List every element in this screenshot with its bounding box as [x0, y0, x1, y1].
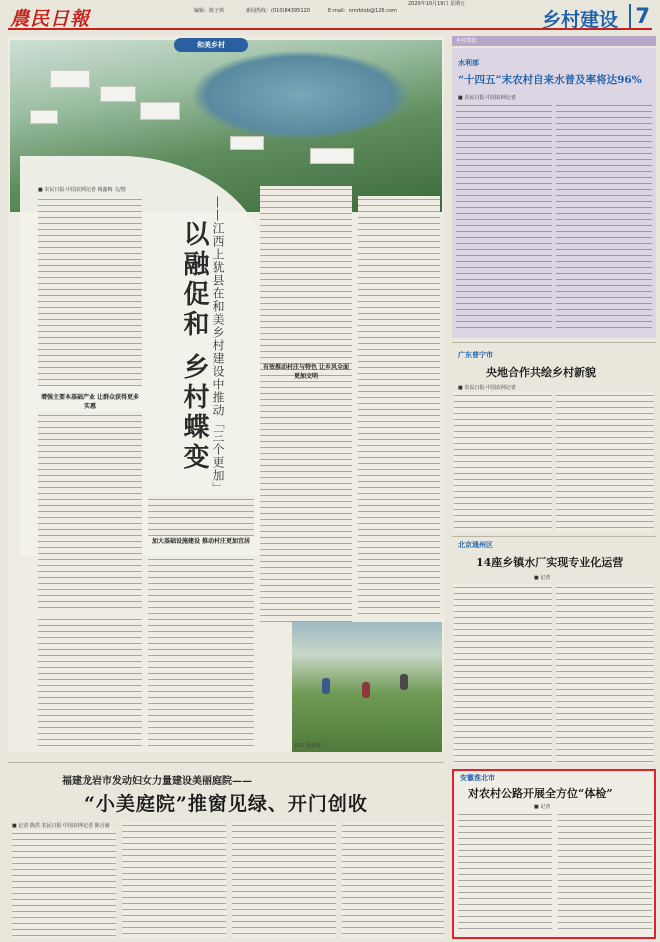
person-figure	[362, 682, 370, 698]
story4-kicker: 安徽淮北市	[460, 774, 495, 782]
person-figure	[322, 678, 330, 694]
story4-byline: ■ 记者	[534, 804, 551, 810]
newspaper-logo: 農民日報	[10, 8, 91, 30]
body-column	[458, 811, 552, 933]
right-section-bar	[452, 36, 656, 46]
body-column	[556, 102, 652, 332]
bottom-byline: ■ 记者 陈洪 农民日报·中国农网记者 陈月瑜	[12, 823, 110, 829]
story3-kicker: 北京通州区	[458, 541, 493, 549]
subhead-3: 有效推动村庄与特色 让乡风全面更加文明	[262, 364, 350, 380]
story2-title: 央地合作共绘乡村新貌	[486, 366, 596, 379]
bottom-kicker: 福建龙岩市发动妇女力量建设美丽庭院——	[62, 776, 252, 787]
body-column	[556, 392, 654, 532]
masthead	[8, 1, 652, 31]
divider	[452, 342, 656, 343]
person-figure	[400, 674, 408, 690]
body-column	[454, 584, 552, 764]
building	[140, 102, 180, 120]
story1-byline: ■ 农民日报·中国农网记者	[458, 95, 516, 101]
story2-kicker: 广东普宁市	[458, 351, 493, 359]
body-column	[38, 196, 142, 386]
body-column	[342, 822, 444, 938]
building	[100, 86, 136, 102]
building	[50, 70, 90, 88]
main-byline: ■ 农民日报·中国农网记者 杨鑫梅 文/图	[38, 187, 126, 193]
section-name: 乡村建设	[541, 9, 618, 31]
story3-title: 14座乡镇水厂实现专业化运营	[476, 556, 624, 569]
main-article	[8, 36, 444, 752]
highlighted-story[interactable]	[452, 769, 656, 939]
divider	[452, 536, 656, 537]
date-line: 2020年10月19日 星期五	[408, 1, 466, 7]
main-subtitle: ——江西上犹县在和美乡村建设中推动「三个更加」	[211, 196, 225, 495]
body-column	[232, 822, 336, 938]
subhead-1: 增强主要本基础产业 让群众获得更多实惠	[40, 394, 140, 410]
main-title: 以融促和 乡村蝶变	[179, 220, 209, 474]
story4-title: 对农村公路开展全方位“体检”	[468, 787, 613, 800]
story2-byline: ■ 农民日报·中国农网记者	[458, 385, 516, 391]
building	[230, 136, 264, 150]
lake-shape	[190, 50, 410, 140]
divider	[8, 762, 444, 763]
subhead-2: 加大基础设施建设 推动村庄更加宜居	[151, 538, 251, 545]
page-number: 7	[629, 4, 650, 28]
body-column	[148, 496, 254, 536]
building	[310, 148, 354, 164]
story1-title: “十四五”末农村自来水普及率将达96%	[458, 74, 642, 86]
body-column	[556, 584, 654, 764]
body-column	[358, 196, 440, 616]
body-column	[122, 822, 226, 938]
body-column	[148, 556, 254, 746]
story1-kicker: 水利部	[458, 59, 479, 67]
body-column	[38, 412, 142, 612]
body-column	[12, 830, 116, 938]
right-section-tag: 乡村建设	[456, 38, 477, 44]
story-panel-1	[452, 48, 656, 338]
editor-line: 编辑：陈子琪	[194, 8, 225, 14]
body-column	[558, 811, 652, 933]
building	[30, 110, 58, 124]
farmers-photo	[292, 622, 442, 752]
topic-tag: 和美乡村	[174, 38, 248, 52]
body-column	[38, 616, 142, 746]
body-column	[456, 102, 552, 332]
phone-line: 新闻热线：(010)84395120	[246, 8, 310, 14]
body-column	[260, 186, 352, 626]
body-column	[454, 392, 552, 532]
bottom-title: “小美庭院”推窗见绿、开门创收	[84, 793, 368, 815]
photo-caption: XXX 杨鑫梅	[294, 743, 321, 749]
email-line: E-mail：nmrbtxb@126.com	[328, 8, 397, 14]
story3-byline: ■ 记者	[534, 575, 551, 581]
